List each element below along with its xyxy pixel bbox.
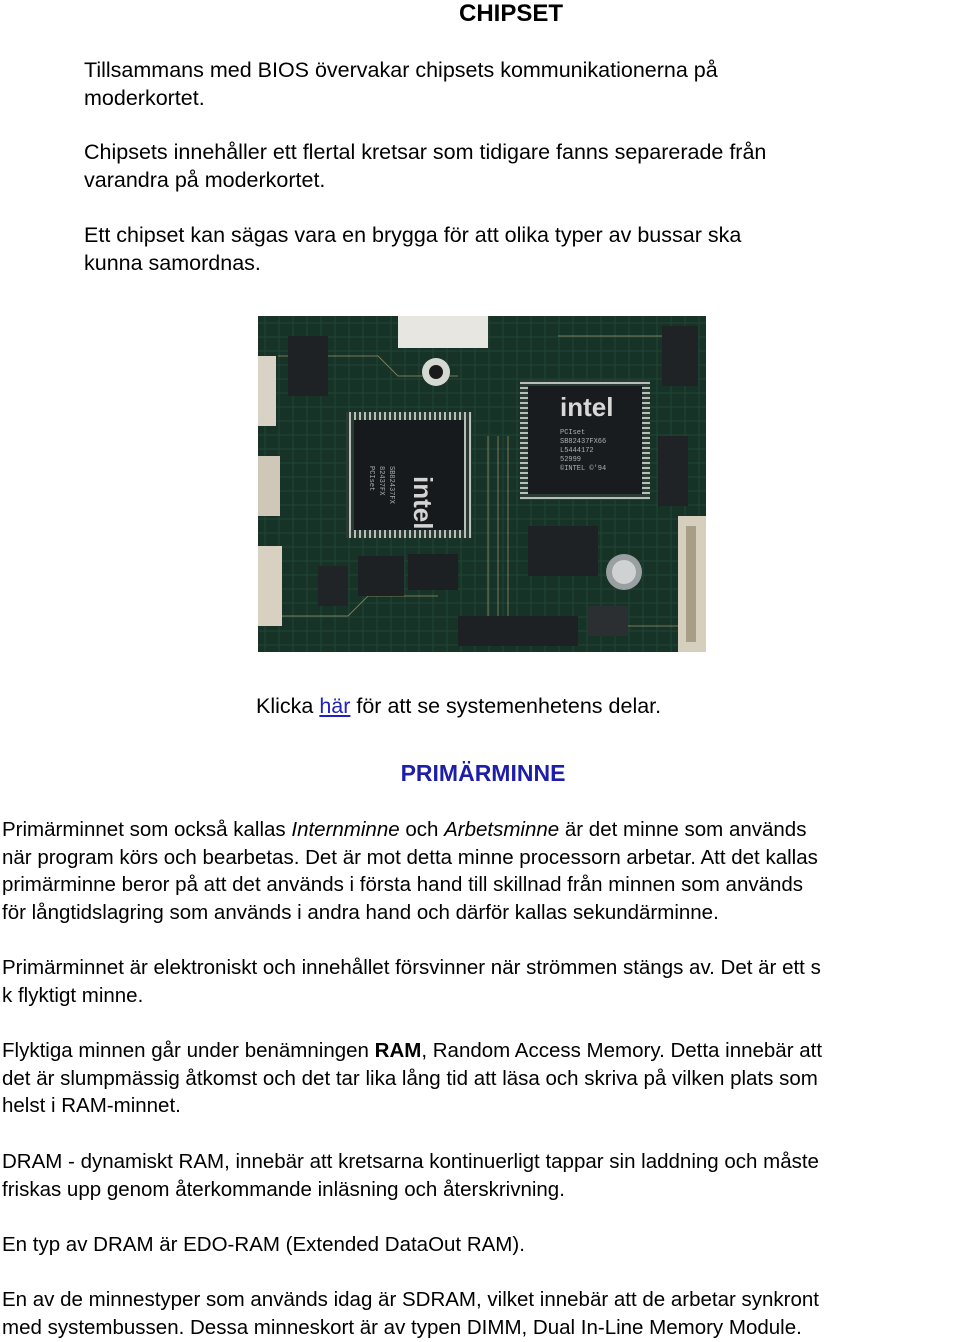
chip-right-brand: intel	[560, 392, 614, 422]
chip-left-line-2: 82437FX	[377, 466, 385, 496]
top-component	[398, 316, 488, 348]
chip-right-line-1: PCIset	[560, 429, 586, 437]
intro-paragraph-3	[84, 222, 864, 277]
connector-left-bottom	[258, 546, 282, 626]
photo-caption	[256, 693, 661, 720]
motherboard-illustration	[258, 316, 706, 652]
chip-left-line-1: PCIset	[367, 466, 375, 492]
body-paragraph-6	[2, 1286, 960, 1341]
intro-paragraph-2	[84, 139, 864, 194]
body-paragraph-4	[2, 1148, 960, 1203]
connector-left-top	[258, 356, 276, 426]
chip-right-line-5: ©INTEL ©'94	[560, 465, 607, 473]
connector-left-mid	[258, 456, 280, 516]
body-paragraph-2	[2, 954, 960, 1009]
para4-line-1: DRAM - dynamiskt RAM, innebär att kretsarna kontinuerligt tappar sin laddning och måste	[2, 1150, 819, 1173]
bottom-component	[458, 616, 578, 646]
para6-line-1: En av de minnestyper som används idag är SDRAM, vilket innebär att de arbetar synkront	[2, 1288, 819, 1311]
para3-line-1	[2, 1037, 960, 1065]
para5-line-1: En typ av DRAM är EDO-RAM (Extended DataOut RAM).	[2, 1233, 525, 1256]
body-paragraph-3	[2, 1037, 960, 1120]
intro-2-line-1: Chipsets innehåller ett flertal kretsar som tidigare fanns separerade från	[84, 140, 767, 164]
para3-line-3: helst i RAM-minnet.	[2, 1094, 181, 1117]
chip-left-brand: intel	[408, 476, 438, 530]
intro-1-line-2: moderkortet.	[84, 85, 205, 110]
system-parts-link[interactable]: här	[319, 694, 351, 718]
caption-text-after: för att se systemenhetens delar.	[350, 694, 662, 718]
para1-line-4: för långtidslagring som används i andra hand och därför kallas sekundärminne.	[2, 900, 719, 924]
term-arbetsminne: Arbetsminne	[444, 818, 560, 841]
section-heading: PRIMÄRMINNE	[400, 760, 566, 786]
motherboard-chipset-photo	[258, 316, 706, 652]
chip-right-line-4: 52999	[560, 456, 582, 464]
chip-right-line-2: SB82437FX66	[560, 438, 607, 446]
page-title: CHIPSET	[458, 0, 563, 27]
small-chip-1	[288, 336, 328, 396]
para2-line-2: k flyktigt minne.	[2, 983, 144, 1007]
term-internminne: Internminne	[291, 818, 400, 841]
body-paragraph-1	[2, 816, 960, 926]
para1-line-3: primärminne beror på att det används i första hand till skillnad från minnen som används	[2, 873, 804, 896]
para4-line-2: friskas upp genom återkommande inläsning och återskrivning.	[2, 1177, 565, 1201]
caption-text-before: Klicka	[256, 694, 320, 718]
small-chip-7	[528, 526, 598, 576]
para3-text-b: , Random Access Memory. Detta innebär att	[421, 1039, 823, 1062]
para1-text-b: och	[399, 818, 445, 841]
body-paragraph-5	[2, 1231, 960, 1259]
para6-line-2: med systembussen. Dessa minneskort är av typen DIMM, Dual In-Line Memory Module.	[2, 1315, 802, 1339]
small-chip-4	[318, 566, 348, 606]
para3-line-2: det är slumpmässig åtkomst och det tar lika lång tid att läsa och skriva på vilken plats som	[2, 1066, 818, 1090]
intro-1-line-1: Tillsammans med BIOS övervakar chipsets kommunikationerna på	[84, 58, 718, 82]
para1-line-2: när program körs och bearbetas. Det är mot detta minne processorn arbetar. Att det kallas	[2, 845, 818, 869]
intro-paragraph-1	[84, 57, 864, 112]
chip-right-line-3: L5444172	[560, 447, 594, 455]
para1-text-a: Primärminnet som också kallas	[2, 818, 292, 841]
intro-3-line-1: Ett chipset kan sägas vara en brygga för att olika typer av bussar ska	[84, 223, 742, 247]
intro-2-line-2: varandra på moderkortet.	[84, 167, 326, 192]
small-chip-3	[408, 554, 458, 590]
para1-line-1	[2, 816, 960, 844]
term-ram: RAM	[374, 1039, 422, 1062]
small-chip-5	[662, 326, 698, 386]
intro-3-line-2: kunna samordnas.	[84, 250, 261, 275]
small-chip-2	[358, 556, 404, 596]
para1-text-c: är det minne som används	[559, 818, 807, 841]
chip-left-line-3: SB82437FX	[387, 466, 395, 504]
para3-text-a: Flyktiga minnen går under benämningen	[2, 1039, 375, 1062]
para2-line-1: Primärminnet är elektroniskt och innehållet försvinner när strömmen stängs av. Det är ett s	[2, 956, 821, 979]
small-chip-6	[658, 436, 688, 506]
